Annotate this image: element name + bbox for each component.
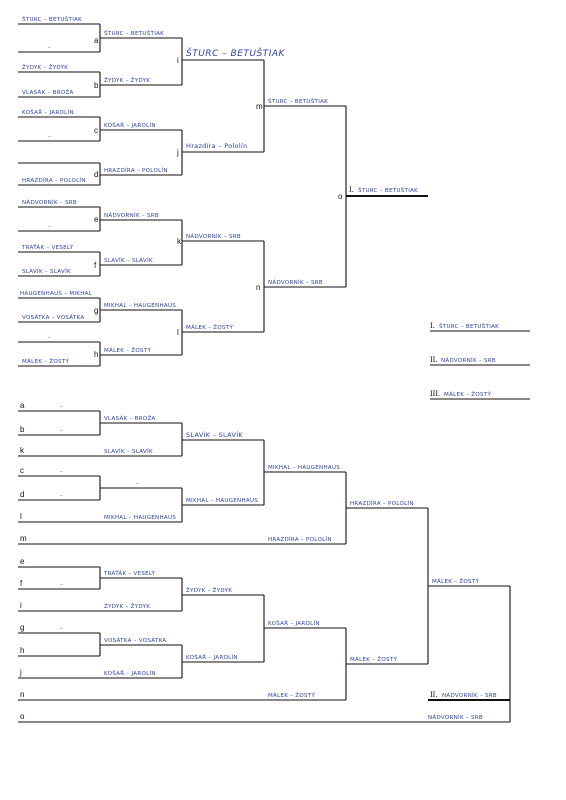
top-final-winner (349, 185, 418, 194)
match-label-g: g (94, 306, 99, 315)
winner-b: ŽYDYK – ŽYDYK (104, 78, 151, 84)
bottom-r1-w1: VLASÁK – BROŽA (104, 416, 156, 422)
bottom-label-l: l (20, 512, 22, 521)
match-label-j: j (177, 148, 179, 157)
winner-h: MÁLEK – ŽOSTÝ (104, 348, 152, 354)
match-label-k: k (177, 237, 181, 246)
match-label-l: l (177, 328, 179, 337)
match-label-i: i (177, 56, 179, 65)
bottom-label-n: n (20, 690, 25, 699)
bottom-final-rank: II. (430, 690, 438, 699)
bottom-entry-f: – (60, 582, 64, 588)
match-label-e: e (94, 215, 99, 224)
bottom-entry-b: – (60, 428, 64, 434)
bottom-r3-w1: MIKHAL – HAUGENHAUS (268, 465, 341, 471)
entry-e2: – (48, 224, 52, 230)
entry-g2: VOSÁTKA – VOSÁTKA (22, 315, 85, 321)
entry-f1: TRAŤÁK – VESELÝ (22, 245, 74, 251)
winner-g: MIKHAL – HAUGENHAUS (104, 303, 177, 309)
bottom-r1-w7: VOSÁTKA – VOSÁTKA (104, 638, 167, 644)
bottom-r2-w4: KOŠAŘ – JAROLÍN (186, 655, 238, 661)
winner-c: KOŠAŘ – JAROLÍN (104, 123, 156, 129)
final-winner: ŠTURC – BETUŠTIAK (358, 188, 419, 194)
match-label-h: h (94, 350, 99, 359)
bottom-r3-w4: MÁLEK – ŽOSTÝ (268, 693, 316, 699)
winner-f: SLAVÍK – SLAVÍK (104, 258, 153, 264)
bottom-r1-w5: TRAŤÁK – VESELÝ (104, 571, 156, 577)
bottom-label-m: m (20, 534, 27, 543)
bottom-entry-a: – (60, 404, 64, 410)
standing-1-rank: I. (430, 321, 435, 330)
bottom-label-b: b (20, 425, 25, 434)
bottom-final-winner: NÁDVORNÍK – SRB (442, 693, 498, 699)
bottom-winners (103, 414, 497, 721)
bottom-label-g: g (20, 623, 25, 632)
entry-h1: – (48, 335, 52, 341)
match-label-n: n (256, 283, 261, 292)
winner-j: Hrazdíra – Pololín (186, 142, 248, 150)
entry-e1: NÁDVORNÍK – SRB (22, 200, 78, 206)
bottom-label-k: k (20, 446, 24, 455)
bottom-dash-entries (60, 404, 63, 632)
bottom-entry-labels (19, 401, 27, 721)
standing-3-name: MÁLEK – ŽOSTÝ (444, 392, 492, 398)
bottom-label-i: i (20, 601, 22, 610)
standing-1-name: ŠTURC – BETUŠTIAK (439, 324, 500, 330)
top-round3-winners (268, 98, 328, 286)
match-label-b: b (94, 81, 99, 90)
bottom-r1-w3: – (136, 481, 140, 487)
entry-c1: KOŠAŘ – JAROLÍN (22, 110, 74, 116)
bottom-entry-c: – (60, 469, 64, 475)
standing-2-rank: II. (430, 355, 438, 364)
winner-i: ŠTURC – BETUŠTIAK (186, 49, 285, 59)
bottom-r1-w8: KOŠAŘ – JAROLÍN (104, 671, 156, 677)
entry-g1: HAUGENHAUS – MIKHAL (20, 291, 93, 297)
match-label-c: c (94, 126, 98, 135)
bottom-label-c: c (20, 466, 24, 475)
entry-f2: SLAVÍK – SLAVÍK (22, 269, 71, 275)
bottom-label-o: o (20, 712, 25, 721)
bottom-r2-w1: SLAVÍK – SLAVÍK (186, 431, 243, 439)
standings (430, 321, 530, 399)
bottom-final-below: NÁDVORNÍK – SRB (428, 715, 484, 721)
match-label-a: a (94, 36, 99, 45)
entry-h2: MÁLEK – ŽOSTÝ (22, 359, 70, 365)
bottom-r3-w2: HRAZDÍRA – POLOLÍN (268, 537, 332, 543)
bottom-r1-w2: SLAVÍK – SLAVÍK (104, 449, 153, 455)
bottom-label-f: f (20, 579, 23, 588)
top-round2-winners (186, 47, 286, 331)
bottom-entry-g: – (60, 626, 64, 632)
bottom-label-a: a (20, 401, 25, 410)
winner-e: NÁDVORNÍK – SRB (104, 213, 160, 219)
bottom-r4-w1: HRAZDÍRA – POLOLÍN (350, 501, 414, 507)
winner-n: NÁDVORNÍK – SRB (268, 280, 324, 286)
entry-a1: ŠTURC – BETUŠTIAK (22, 17, 83, 23)
winner-a: ŠTURC – BETUŠTIAK (104, 31, 165, 37)
bottom-label-d: d (20, 490, 25, 499)
bottom-lines (18, 411, 510, 722)
bottom-label-j: j (20, 668, 22, 677)
winner-m: ŠTURC – BETUŠTIAK (268, 99, 329, 105)
bottom-entry-d: – (60, 493, 64, 499)
winner-d: HRAZDÍRA – POLOLÍN (104, 168, 168, 174)
final-rank: I. (349, 185, 354, 194)
bottom-label-e: e (20, 557, 25, 566)
bottom-r2-w3: ŽYDYK – ŽYDYK (186, 588, 233, 594)
winner-k: NÁDVORNÍK – SRB (186, 234, 242, 240)
top-round1-winners (104, 30, 176, 354)
match-label-o: o (338, 192, 343, 201)
match-label-d: d (94, 170, 99, 179)
entry-b2: VLASÁK – BROŽA (22, 90, 74, 96)
winner-l: MÁLEK – ŽOSTÝ (186, 325, 234, 331)
entry-d2: HRAZDÍRA – POLOLÍN (22, 178, 86, 184)
entry-b1: ŽYDYK – ŽYDYK (22, 65, 69, 71)
match-label-f: f (94, 261, 97, 270)
standing-2-name: NÁDVORNÍK – SRB (441, 358, 497, 364)
bottom-label-h: h (20, 646, 25, 655)
standing-3-rank: III. (430, 389, 440, 398)
bottom-r4-w2: MÁLEK – ŽOSTÝ (350, 657, 398, 663)
bottom-r1-w6: ŽYDYK – ŽYDYK (104, 604, 151, 610)
bottom-r5-w: MÁLEK – ŽOSTÝ (432, 579, 480, 585)
top-round4-lines (264, 106, 428, 287)
entry-a2: – (48, 45, 52, 51)
match-label-m: m (256, 102, 263, 111)
top-round1-entries (20, 16, 93, 365)
bottom-r3-w3: KOŠAŘ – JAROLÍN (268, 621, 320, 627)
entry-c2: – (48, 134, 52, 140)
top-round3-lines (182, 60, 264, 332)
bottom-r1-w4: MIKHAL – HAUGENHAUS (104, 515, 177, 521)
bottom-r2-w2: MIKHAL – HAUGENHAUS (186, 498, 259, 504)
